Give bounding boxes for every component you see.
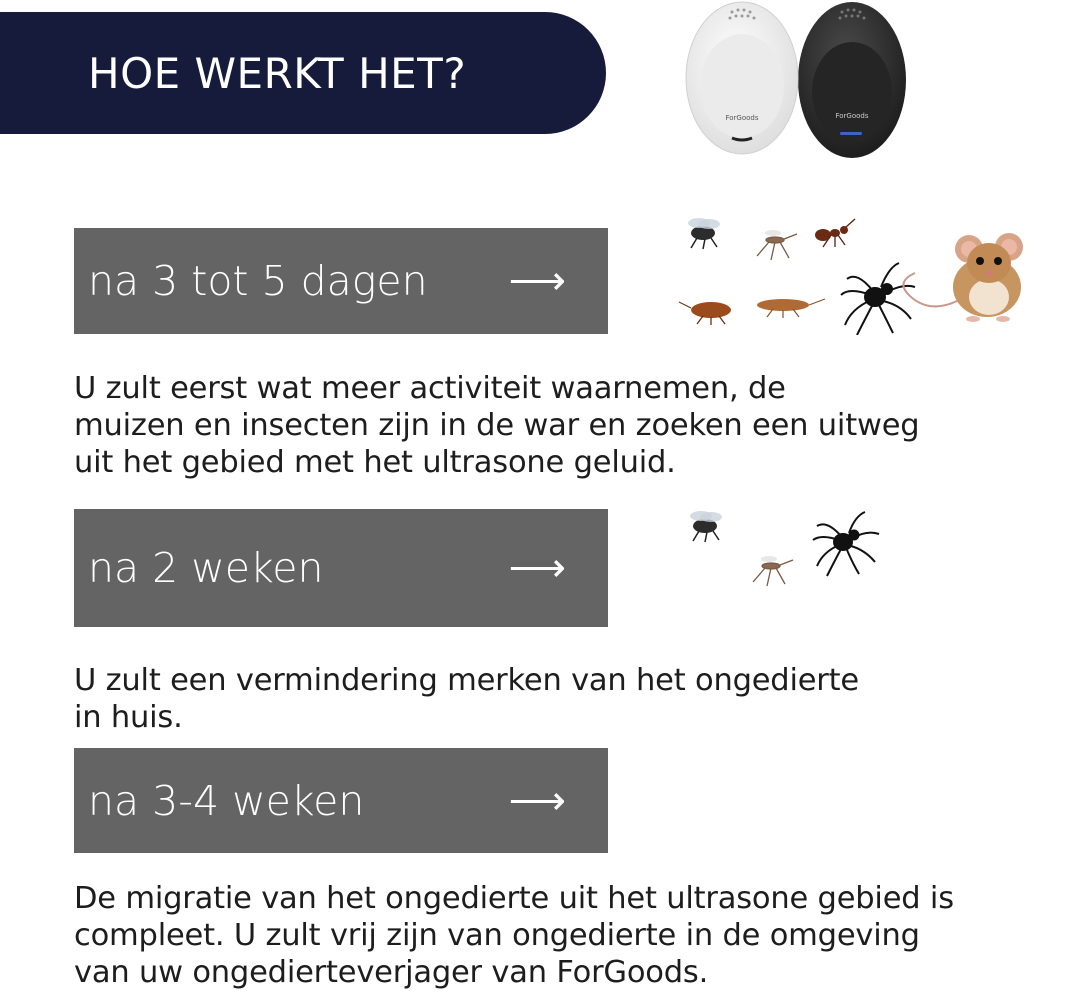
step-1-line-1: U zult eerst wat meer activiteit waarnemen, de (74, 371, 786, 406)
step-2-description (74, 662, 1064, 736)
white-device-brand: ForGoods (725, 114, 759, 122)
mosquito-icon (757, 230, 797, 260)
step-3-description (74, 880, 1064, 991)
ant-icon (815, 219, 855, 247)
fly-icon (690, 511, 722, 542)
section-title: HOE WERKT HET? (88, 48, 467, 98)
step-3-line-2: compleet. U zult vrij zijn van ongedierte in de omgeving (74, 918, 920, 953)
arrow-right-icon: ⟶ (508, 545, 566, 591)
step-2-banner (74, 509, 608, 627)
step-3-label: na 3-4 weken (88, 776, 365, 825)
fly-icon (688, 218, 720, 249)
mouse-icon (903, 233, 1023, 322)
step-1-description (74, 370, 1064, 481)
step-2-line-1: U zult een vermindering merken van het ongedierte (74, 663, 859, 698)
spider-icon (813, 512, 879, 576)
step-1-label: na 3 tot 5 dagen (88, 257, 428, 305)
step-1-banner (74, 228, 608, 334)
step-1-line-3: uit het gebied met het ultrasone geluid. (74, 445, 676, 480)
spider-icon (841, 263, 915, 335)
step-2-label: na 2 weken (88, 544, 324, 592)
step-1-line-2: muizen en insecten zijn in de war en zoeken een uitweg (74, 408, 920, 443)
step-3-line-3: van uw ongedierteverjager van ForGoods. (74, 955, 709, 990)
product-devices-image (680, 0, 920, 160)
step-2-line-2: in huis. (74, 700, 183, 735)
arrow-right-icon: ⟶ (508, 777, 566, 824)
black-device-brand: ForGoods (835, 112, 869, 120)
step-3-line-1: De migratie van het ongedierte uit het ultrasone gebied is (74, 881, 954, 916)
cockroach-icon (679, 302, 731, 325)
section-title-banner (0, 12, 606, 134)
pests-group-image (675, 205, 1080, 335)
arrow-right-icon: ⟶ (508, 258, 566, 304)
step-3-banner (74, 748, 608, 853)
mosquito-icon (753, 556, 793, 586)
pests-group-reduced-image (675, 500, 895, 600)
bug-icon (757, 299, 825, 318)
